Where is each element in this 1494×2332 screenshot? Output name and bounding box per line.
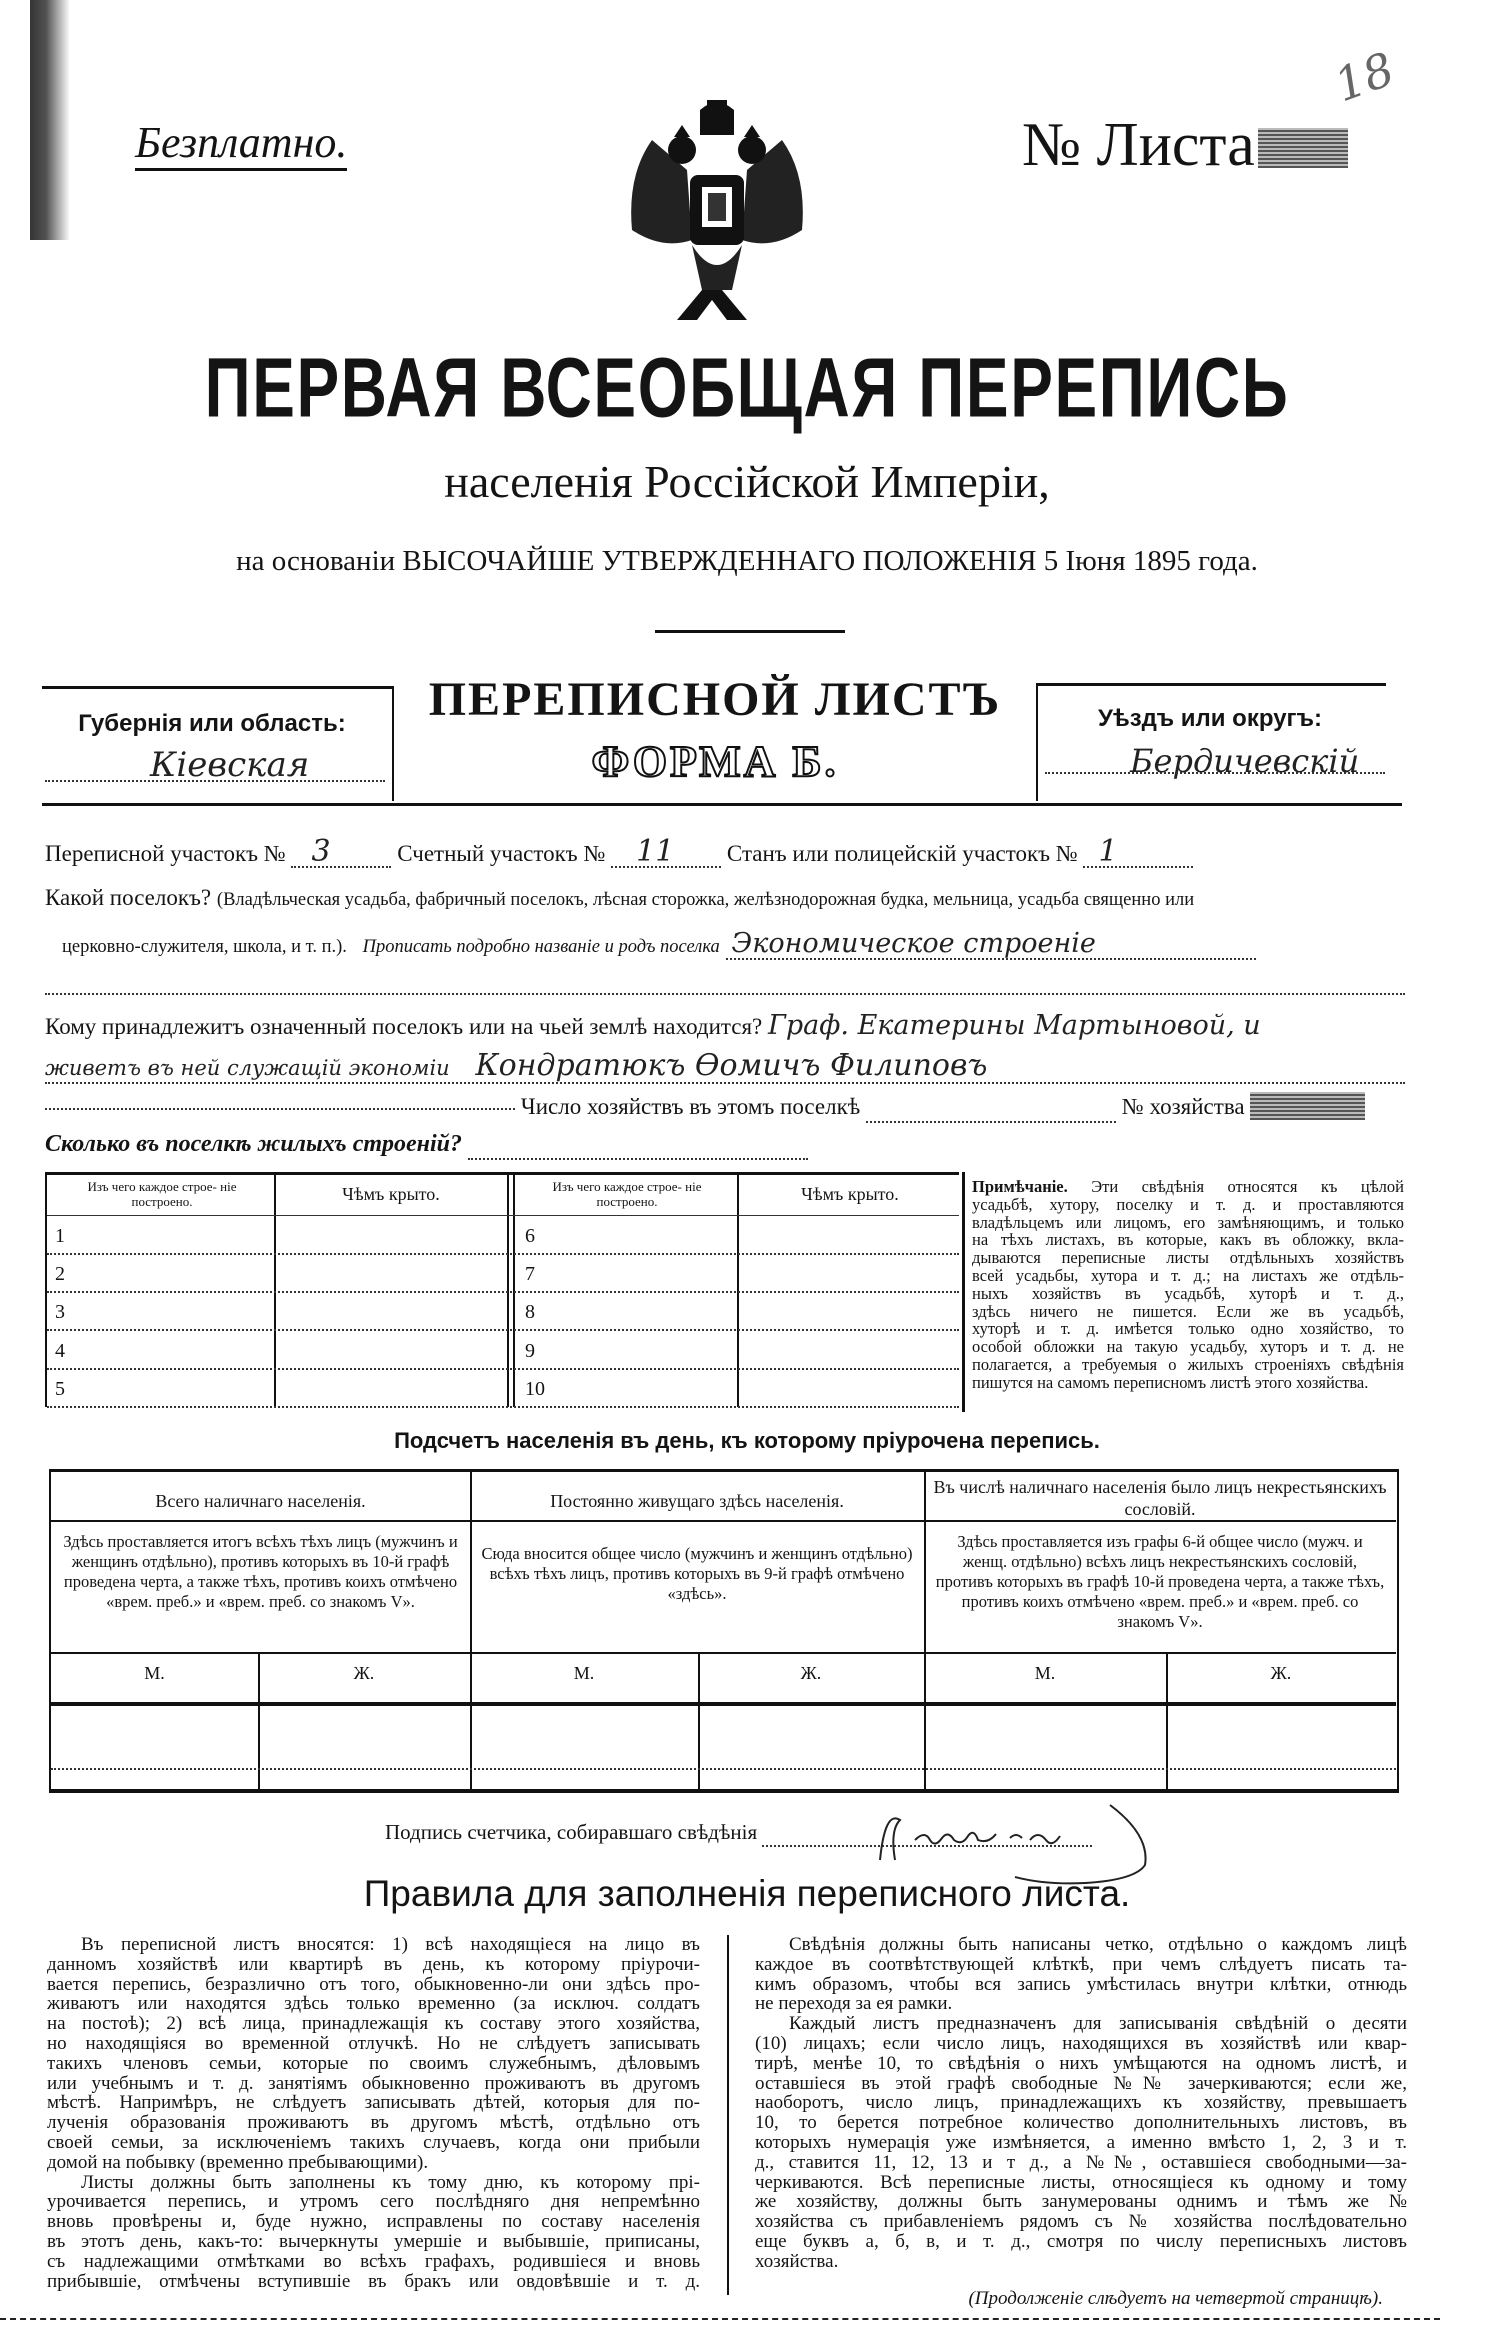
settlement-label: Какой поселокъ? — [45, 885, 212, 910]
rules-line: въ этотъ день, какъ-то: вычеркнуты умершіе и выбывшіе, приписаны, — [47, 2231, 700, 2252]
male-count-field[interactable] — [55, 1706, 254, 1766]
rules-line: мѣстѣ. Напримѣръ, не слѣдуетъ записывать дѣтей, которыя для по- — [47, 2093, 700, 2114]
double-headed-eagle-emblem — [612, 95, 822, 335]
rules-line: или учебнымъ и т. д. занятіямъ обыкновенно проживаютъ въ другомъ — [47, 2073, 700, 2094]
census-district-value[interactable]: 3 — [291, 838, 391, 868]
province-value: Кіевская — [150, 745, 310, 785]
sheet-number-label: № Листа — [1022, 111, 1255, 179]
note-line: особой обложки на такую усадьбу, хуторъ и т. д. не — [972, 1338, 1404, 1356]
note-line: усадьбѣ, хутору, поселку и т. д. и проставляются — [972, 1195, 1404, 1214]
note — [972, 1178, 1404, 1392]
settlement-hint: (Владѣльческая усадьба, фабричный поселокъ, лѣсная сторожка, желѣзнодорожная будка, мельница, усадьба священно или — [216, 890, 1195, 910]
household-no-label: № хозяйства — [1121, 1094, 1245, 1119]
note-line: хуторѣ и т. д. имѣется только одно хозяйство, то — [972, 1320, 1404, 1339]
rules-left-column — [47, 1935, 700, 2291]
police-district-value[interactable]: 1 — [1083, 838, 1193, 868]
rules-line: данномъ хозяйствѣ или квартирѣ въ день, къ которому пріурочи- — [47, 1954, 700, 1975]
rules-line: Каждый листъ предназначенъ для записыванія свѣдѣній о десяти — [789, 2014, 1407, 2034]
rules-line: д., ставится 11, 12, 13 и т д., а №№, оставшіеся свободными—за- — [755, 2152, 1407, 2173]
sheet-number-pencil: 18 — [1327, 41, 1402, 113]
note-line: на тѣхъ листахъ, въ которые, какъ въ обложку, вкла- — [972, 1231, 1404, 1250]
female-count-field[interactable] — [1170, 1706, 1392, 1766]
buildings-row — [47, 1293, 959, 1331]
rules-line: хозяйства съ прибавленіемъ рядомъ съ № хозяйства послѣдовательно — [755, 2212, 1407, 2232]
free-label: Безплатно. — [135, 118, 347, 171]
owner-value-3[interactable]: Кондратюкъ Ѳомичъ Филиповъ — [475, 1048, 988, 1083]
population-col-desc: Сюда вносится общее число (мужчинъ и женщинъ отдѣльно) всѣхъ тѣхъ лицъ, противъ которыхъ въ 9-й графѣ отмѣчено «здѣсь». — [481, 1544, 913, 1603]
col-roof-header: Чѣмъ крыто. — [342, 1184, 440, 1204]
rules-line: Листы должны быть заполнены къ тому дню, къ которому прі- — [81, 2172, 700, 2193]
row-number: 5 — [55, 1377, 65, 1400]
rules-line: живаютъ или находятся здѣсь только временно (за исключ. солдатъ — [47, 1994, 700, 2015]
col-material-header-2: Изъ чего каждое строе- ніе построено. — [552, 1179, 702, 1209]
rules-line: Свѣдѣнія должны быть написаны четко, отдѣльно о каждомъ лицѣ — [789, 1935, 1407, 1955]
province-label: Губернія или область: — [78, 710, 346, 737]
police-district-label: Станъ или полицейскій участокъ № — [726, 841, 1078, 866]
row-number: 6 — [525, 1225, 535, 1247]
male-label: М. — [573, 1663, 595, 1683]
rules-title: Правила для заполненія переписного листа. — [363, 1873, 1131, 1914]
rules-line: вается перепись, безразлично отъ того, обыкновенно-ли они здѣсь про- — [47, 1974, 700, 1995]
note-line: ныхъ хозяйствъ въ усадьбѣ, хуторѣ и т. д., — [972, 1284, 1404, 1303]
rules-line: лученія образованія проживаютъ въ другомъ мѣстѣ, отдѣльно отъ — [47, 2113, 700, 2133]
population-col-desc: Здѣсь проставляется изъ графы 6-й общее число (мужч. и женщ. отдѣльно) всѣхъ лицъ некрестьянскихъ сословій, противъ которыхъ въ графѣ 10-й проведена черта, а также тѣхъ, противъ коихъ отмѣчено «врем. преб.» и «врем. преб. со знакомъ V». — [935, 1532, 1385, 1631]
rules-line: хозяйства. — [755, 2251, 839, 2272]
rules-line: вновь провѣрены и, буде нужно, исправлены по составу населенія — [47, 2212, 700, 2232]
row-number: 4 — [55, 1339, 65, 1362]
districts-row — [45, 834, 1193, 869]
rules-column-divider — [727, 1935, 729, 2295]
population-col-title: Всего наличнаго населенія. — [155, 1491, 366, 1511]
settlement-row — [45, 884, 1194, 914]
rules-line: черкиваются. Всѣ переписные листы, относящіеся къ одному и тому — [755, 2172, 1407, 2193]
buildings-table — [45, 1172, 959, 1407]
male-count-field[interactable] — [474, 1706, 694, 1766]
buildings-row — [47, 1217, 959, 1255]
buildings-row — [45, 1130, 808, 1160]
rules-line: наоборотъ, число лицъ, принадлежащихъ къ хозяйству, превышаетъ — [755, 2093, 1407, 2114]
district-value: Бердичевскій — [1130, 742, 1360, 780]
row-number: 1 — [55, 1225, 65, 1247]
province-dotted-line — [45, 780, 385, 782]
district-dotted-line — [1045, 772, 1385, 774]
scan-edge-smudge — [30, 0, 70, 240]
population-col-title: Постоянно живущаго здѣсь населенія. — [550, 1491, 844, 1511]
rules-line: домой на побывку (временно пребывающими). — [47, 2152, 429, 2173]
row-number: 2 — [55, 1263, 65, 1286]
col-material-header: Изъ чего каждое строе- ніе построено. — [87, 1179, 237, 1209]
owner-label: Кому принадлежитъ означенный поселокъ или на чьей землѣ находится? — [45, 1014, 763, 1039]
row-number: 9 — [525, 1339, 535, 1362]
note-rule — [962, 1172, 965, 1412]
rules-line: тирѣ, менѣе 10, то свѣдѣнія о нихъ умѣщаются на одномъ листѣ, и — [755, 2053, 1407, 2074]
note-line: пишутся на самомъ переписномъ листѣ этого хозяйства. — [972, 1373, 1369, 1392]
rules-line: каждое въ соотвѣтствующей клѣткѣ, при чемъ слѣдуетъ писать та- — [755, 1954, 1407, 1975]
col-roof-header-2: Чѣмъ крыто. — [801, 1184, 899, 1204]
form-name: ФОРМА Б. — [591, 737, 839, 786]
households-lead-dots — [45, 1108, 515, 1110]
count-district-value[interactable]: 11 — [611, 838, 721, 868]
settlement-instruction: Прописать подробно названіе и родъ поселка — [362, 937, 720, 957]
settlement-row-2 — [62, 930, 1256, 961]
buildings-row — [47, 1332, 959, 1370]
rules-line: на постоѣ); 2) всѣ лица, принадлежащія къ составу этого хозяйства, — [47, 2014, 700, 2034]
rules-right-column — [755, 1935, 1407, 2272]
row-number: 10 — [525, 1377, 545, 1400]
subtitle: населенія Россійской Имперіи, — [444, 456, 1050, 507]
rules-line: Въ переписной листъ вносятся: 1) всѣ находящіеся на лицо въ — [81, 1935, 700, 1955]
settlement-value[interactable]: Экономическое строеніе — [726, 930, 1256, 960]
male-label: М. — [1034, 1663, 1056, 1683]
owner-value-1[interactable]: Граф. Екатерины Мартыновой, и — [768, 1010, 1261, 1041]
male-label: М. — [144, 1663, 165, 1683]
form-header-bottom-rule — [42, 803, 1402, 806]
settlement-hint-2: церковно-служителя, школа, и т. п.). — [62, 937, 347, 957]
households-row — [45, 1092, 1365, 1123]
rules-line: оставшіеся въ этой графѣ свободные №№ зачеркиваются; если же, — [755, 2073, 1407, 2094]
buildings-label: Сколько въ поселкѣ жилыхъ строеній? — [45, 1131, 462, 1157]
note-line: здѣсь ничего не пишется. Если же въ усадьбѣ, — [972, 1302, 1404, 1321]
rules-continued: (Продолженіе слѣдуетъ на четвертой страницѣ). — [968, 2288, 1383, 2309]
note-line: дываются переписные листы отдѣльныхъ хозяйствъ — [972, 1249, 1404, 1267]
basis-line: на основаніи ВЫСОЧАЙШЕ УТВЕРЖДЕННАГО ПОЛОЖЕНІЯ 5 Іюня 1895 года. — [236, 545, 1258, 577]
owner-value-2[interactable]: живетъ въ ней служащій экономіи — [45, 1056, 450, 1080]
rules-line: но находящіяся во временной отлучкѣ. Но не слѣдуетъ записывать — [47, 2033, 700, 2054]
sheet-number-redacted — [1258, 128, 1348, 168]
note-line: полагается, а требуемыя о жилыхъ строеніяхъ свѣдѣнія — [972, 1355, 1404, 1374]
sheet-title: ПЕРЕПИСНОЙ ЛИСТЪ — [428, 673, 1002, 726]
households-field[interactable] — [866, 1093, 1116, 1123]
row-number: 7 — [525, 1263, 535, 1286]
owner-row — [45, 1012, 1261, 1041]
bottom-rule — [0, 2318, 1440, 2320]
buildings-row — [47, 1255, 959, 1293]
count-district-label: Счетный участокъ № — [397, 841, 606, 866]
census-district-label: Переписной участокъ № — [45, 841, 286, 866]
rules-line: такихъ членовъ семьи, которые по своимъ служебнымъ, дѣловымъ — [47, 2053, 700, 2074]
female-label: Ж. — [1270, 1663, 1292, 1683]
rules-line: урочивается перепись, и утромъ сего послѣдняго дня непремѣнно — [47, 2192, 700, 2213]
rules-line: прибывшіе, отмѣчены вступившіе въ бракъ или овдовѣвшіе и т. д. — [47, 2271, 700, 2292]
households-label: Число хозяйствъ въ этомъ поселкѣ — [520, 1094, 861, 1119]
population-col-title: Въ числѣ наличнаго населенія было лицъ некрестьянскихъ сословій. — [933, 1477, 1387, 1519]
female-count-field[interactable] — [262, 1706, 466, 1766]
population-heading: Подсчетъ населенія въ день, къ которому пріурочена перепись. — [394, 1428, 1100, 1453]
owner-row-2 — [45, 1048, 1405, 1084]
note-line: владѣльцемъ или лицомъ, его замѣняющимъ, и только — [972, 1213, 1404, 1232]
note-line: всей усадьбы, хутора и т. д.; на листахъ же отдѣль- — [972, 1266, 1404, 1285]
note-title: Примѣчаніе. — [972, 1178, 1068, 1196]
main-title: ПЕРВАЯ ВСЕОБЩАЯ ПЕРЕПИСЬ — [204, 340, 1290, 435]
female-count-field[interactable] — [702, 1706, 920, 1766]
rules-line: еще буквъ а, б, в, и т. д., смотря по числу переписныхъ листовъ — [755, 2231, 1407, 2252]
rules-line: же хозяйству, должны быть занумерованы однимъ и тѣмъ же № — [755, 2192, 1407, 2213]
district-label: Уѣздъ или округъ: — [1097, 705, 1323, 732]
population-col-desc: Здѣсь проставляется итогъ всѣхъ тѣхъ лицъ (мужчинъ и женщинъ отдѣльно), противъ которыхъ въ 10-й графѣ проведена черта, а также тѣхъ, противъ коихъ отмѣчено «врем. преб.» и «врем. преб. со знакомъ V». — [63, 1532, 458, 1611]
note-text: Эти свѣдѣнія относятся къ цѣлой — [1091, 1178, 1404, 1196]
rules-line: съ надлежащими отмѣтками во всѣхъ графахъ, родившіеся и вновь — [47, 2251, 700, 2272]
rules-line: (10) лицахъ; если число лицъ, находящихся въ хозяйствѣ или квар- — [755, 2033, 1407, 2054]
row-number: 8 — [525, 1301, 535, 1324]
buildings-row — [47, 1370, 959, 1408]
settlement-dotted-line — [45, 993, 1405, 995]
divider — [655, 630, 845, 633]
row-number: 3 — [55, 1301, 65, 1324]
rules-line: 10, то берется потребное количество дополнительныхъ листовъ, въ — [755, 2113, 1407, 2133]
buildings-field[interactable] — [468, 1130, 808, 1160]
household-no-redacted — [1250, 1092, 1365, 1120]
rules-line: которыхъ нумерація уже измѣняется, а именно вмѣсто 1, 2, 3 и т. — [755, 2132, 1407, 2153]
signature-label: Подпись счетчика, собиравшаго свѣдѣнія — [385, 1820, 758, 1844]
note-line — [972, 1178, 1404, 1196]
male-count-field[interactable] — [928, 1706, 1162, 1766]
population-table — [49, 1469, 1399, 1793]
female-label: Ж. — [800, 1663, 822, 1683]
rules-line: своей семьи, за исключеніемъ такихъ случаевъ, когда они прибыли — [47, 2132, 700, 2153]
female-label: Ж. — [353, 1663, 375, 1683]
rules-line: кимъ образомъ, чтобы вся запись умѣстилась внутри клѣтки, отнюдь — [755, 1974, 1407, 1995]
rules-line: не переходя за ея рамки. — [755, 1994, 953, 2015]
